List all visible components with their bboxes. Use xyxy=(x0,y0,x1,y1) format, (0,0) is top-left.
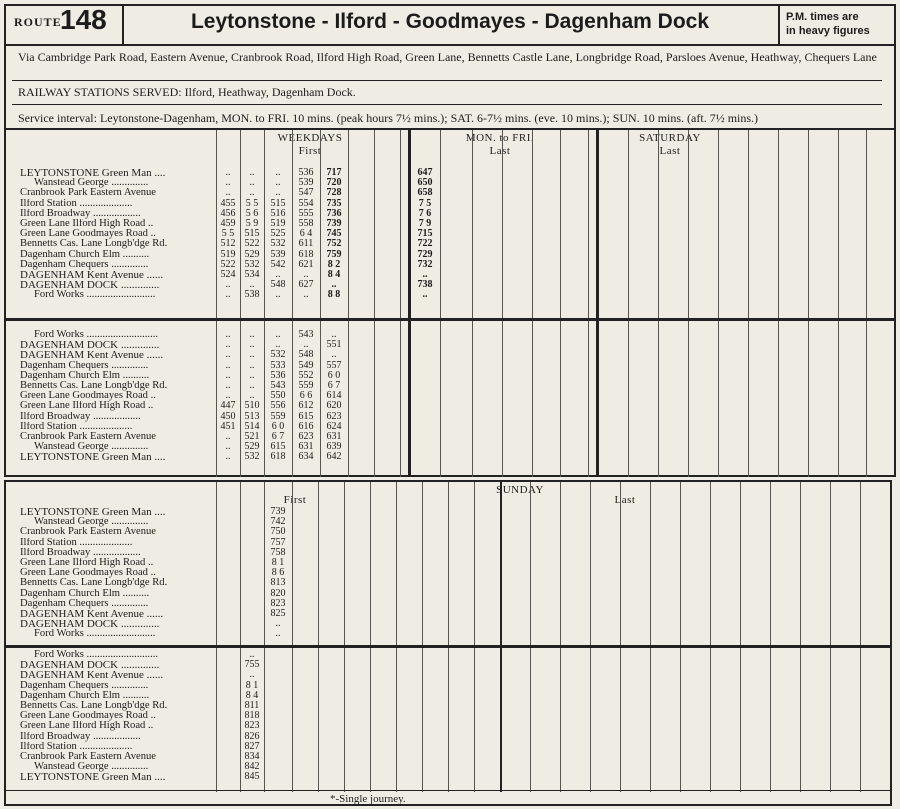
time-cell: 532 xyxy=(270,238,286,249)
outbound-stop-list xyxy=(20,168,167,300)
time-cell: 510 xyxy=(244,400,260,411)
time-cell: 456 xyxy=(220,208,236,219)
time-cell: 720 xyxy=(326,177,342,188)
stop-name: Green Lane Ilford High Road .. xyxy=(20,218,154,229)
time-cell: 538 xyxy=(244,289,260,300)
time-cell: 554 xyxy=(298,198,314,209)
time-cell: 823 xyxy=(270,598,286,609)
time-cell: .. xyxy=(303,289,309,300)
time-cell: 823 xyxy=(244,720,260,731)
time-cell: .. xyxy=(249,187,255,198)
time-cell: 558 xyxy=(298,218,314,229)
time-cell: 739 xyxy=(326,218,342,229)
time-cell: 813 xyxy=(270,577,286,588)
stop-name: Wanstead George .............. xyxy=(34,762,149,773)
time-cell: .. xyxy=(275,618,281,629)
time-cell: 842 xyxy=(244,761,260,772)
time-cell: 8 1 xyxy=(271,557,285,568)
stop-name: LEYTONSTONE Green Man .... xyxy=(20,168,166,179)
heading-monfri-last: Last xyxy=(489,145,511,157)
time-cell: .. xyxy=(249,329,255,340)
rule-rail xyxy=(12,104,882,105)
time-cell: 8 6 xyxy=(271,567,285,578)
time-cell: 5 5 xyxy=(221,228,235,239)
stop-name: Dagenham Church Elm .......... xyxy=(20,588,150,599)
stop-name: Bennetts Cas. Lane Longb'dge Rd. xyxy=(20,700,168,711)
time-cell: 715 xyxy=(417,228,433,239)
stop-name: Cranbrook Park Eastern Avenue xyxy=(20,527,157,538)
time-cell: 447 xyxy=(220,400,236,411)
time-cell: .. xyxy=(225,390,231,401)
time-cell: 549 xyxy=(298,360,314,371)
stop-name: Bennetts Cas. Lane Longb'dge Rd. xyxy=(20,239,168,250)
time-cell: 543 xyxy=(270,380,286,391)
time-cell: .. xyxy=(249,360,255,371)
stop-name: Green Lane Ilford High Road .. xyxy=(20,401,154,412)
time-cell: 529 xyxy=(244,249,260,260)
stop-name: Ilford Broadway .................. xyxy=(20,547,141,558)
time-cell: 612 xyxy=(298,400,314,411)
time-cell: 642 xyxy=(326,451,342,462)
time-cell: .. xyxy=(331,349,337,360)
time-cell: 639 xyxy=(326,441,342,452)
time-cell: .. xyxy=(275,177,281,188)
time-cell: 532 xyxy=(244,451,260,462)
time-cell: 616 xyxy=(298,421,314,432)
time-cell: .. xyxy=(331,329,337,340)
time-cell: .. xyxy=(303,269,309,280)
header-rule xyxy=(6,44,894,46)
time-cell: 532 xyxy=(244,259,260,270)
heading-sunday-last: Last xyxy=(614,494,636,506)
time-cell: .. xyxy=(225,339,231,350)
time-cell: 534 xyxy=(244,269,260,280)
time-cell: 623 xyxy=(298,431,314,442)
time-cell: 550 xyxy=(270,390,286,401)
time-cell: 647 xyxy=(417,167,433,178)
time-cell: 728 xyxy=(326,187,342,198)
time-cell: .. xyxy=(225,177,231,188)
time-cell: 627 xyxy=(298,279,314,290)
stop-name: Dagenham Chequers .............. xyxy=(20,259,149,270)
stop-name: DAGENHAM DOCK .............. xyxy=(20,660,160,671)
time-cell: 845 xyxy=(244,771,260,782)
stop-name: DAGENHAM Kent Avenue ...... xyxy=(20,608,164,620)
stop-name: LEYTONSTONE Green Man .... xyxy=(20,507,166,518)
pm-note-line1: P.M. times are xyxy=(786,11,859,23)
time-cell: .. xyxy=(275,167,281,178)
time-cell: 556 xyxy=(270,400,286,411)
route-number: 148 xyxy=(60,4,107,35)
heading-sunday-first: First xyxy=(283,494,307,506)
sunday-inbound-stop-list xyxy=(20,650,167,782)
time-cell: 450 xyxy=(220,411,236,422)
stop-name: Ford Works ........................... xyxy=(34,650,159,660)
time-cell: 752 xyxy=(326,238,342,249)
time-cell: .. xyxy=(303,339,309,350)
time-cell: 755 xyxy=(244,659,260,670)
rule-via xyxy=(12,80,882,81)
time-cell: .. xyxy=(225,380,231,391)
heading-sunday: SUNDAY xyxy=(496,484,544,496)
stop-name: DAGENHAM Kent Avenue ...... xyxy=(20,670,164,681)
stop-name: Ilford Broadway .................. xyxy=(20,411,141,422)
via-text: Via Cambridge Park Road, Eastern Avenue, Cranbrook Road, Ilford High Road, Green Lane, Bennetts Castle Lane, Longbridge Road, Parsloes Avenue, Heathway, Chequers Lane xyxy=(18,50,877,64)
time-cell: 722 xyxy=(417,238,433,249)
stop-name: Dagenham Church Elm .......... xyxy=(20,249,150,260)
time-cell: 614 xyxy=(326,390,342,401)
heading-saturday: SATURDAY xyxy=(639,132,701,144)
time-cell: 522 xyxy=(244,238,260,249)
time-cell: 7 5 xyxy=(418,198,432,209)
time-cell: .. xyxy=(249,649,255,660)
stop-name: Dagenham Chequers .............. xyxy=(20,680,149,691)
time-cell: .. xyxy=(249,370,255,381)
heading-saturday-last: Last xyxy=(659,145,681,157)
time-cell: 732 xyxy=(417,259,433,270)
time-cell: .. xyxy=(249,390,255,401)
time-cell: .. xyxy=(249,167,255,178)
time-cell: 5 5 xyxy=(245,198,259,209)
time-cell: 555 xyxy=(298,208,314,219)
header-divider xyxy=(778,6,780,44)
time-cell: 739 xyxy=(270,506,286,517)
time-cell: 757 xyxy=(270,537,286,548)
time-cell: 623 xyxy=(326,411,342,422)
time-cell: .. xyxy=(275,329,281,340)
time-cell: 735 xyxy=(326,198,342,209)
stop-name: DAGENHAM DOCK .............. xyxy=(20,280,160,291)
time-cell: 729 xyxy=(417,249,433,260)
stop-name: Green Lane Goodmayes Road .. xyxy=(20,711,156,722)
time-cell: 533 xyxy=(270,360,286,371)
time-cell: .. xyxy=(225,187,231,198)
time-cell: .. xyxy=(422,269,428,280)
time-cell: 455 xyxy=(220,198,236,209)
time-cell: 7 6 xyxy=(418,208,432,219)
time-cell: 551 xyxy=(326,339,342,350)
time-cell: .. xyxy=(275,339,281,350)
stop-name: Wanstead George .............. xyxy=(34,178,149,189)
time-cell: 624 xyxy=(326,421,342,432)
time-cell: .. xyxy=(225,360,231,371)
time-cell: 6 0 xyxy=(327,370,341,381)
time-cell: 515 xyxy=(270,198,286,209)
stop-name: Ford Works ........................... xyxy=(34,330,159,340)
time-cell: .. xyxy=(275,628,281,639)
time-cell: .. xyxy=(249,349,255,360)
time-cell: 6 4 xyxy=(299,228,313,239)
time-cell: 759 xyxy=(326,249,342,260)
stop-name: Green Lane Goodmayes Road .. xyxy=(20,391,156,402)
time-cell: 459 xyxy=(220,218,236,229)
time-cell: 6 6 xyxy=(299,390,313,401)
time-cell: 539 xyxy=(270,249,286,260)
single-journey-footnote: *-Single journey. xyxy=(330,793,406,805)
time-cell: 559 xyxy=(298,380,314,391)
time-cell: 525 xyxy=(270,228,286,239)
time-cell: 521 xyxy=(244,431,260,442)
stop-name: Bennetts Cas. Lane Longb'dge Rd. xyxy=(20,380,168,391)
time-cell: 543 xyxy=(298,329,314,340)
time-cell: 7 9 xyxy=(418,218,432,229)
time-cell: 738 xyxy=(417,279,433,290)
time-cell: .. xyxy=(225,441,231,452)
stop-name: Cranbrook Park Eastern Avenue xyxy=(20,751,157,762)
time-cell: .. xyxy=(225,349,231,360)
time-cell: 615 xyxy=(298,411,314,422)
time-cell: 5 9 xyxy=(245,218,259,229)
service-interval: Service interval: Leytonstone-Dagenham, MON. to FRI. 10 mins. (peak hours 7½ mins.); SAT. 6-7½ mins. (eve. 10 mins.); SUN. 10 mins. (aft. 7½ mins.) xyxy=(18,111,759,125)
stop-name: Ilford Station .................... xyxy=(20,537,133,548)
stop-name: Cranbrook Park Eastern Avenue xyxy=(20,431,157,442)
stop-name: Wanstead George .............. xyxy=(34,517,149,528)
route-title: Leytonstone - Ilford - Goodmayes - Dagenham Dock xyxy=(190,10,710,33)
stop-name: DAGENHAM DOCK .............. xyxy=(20,619,160,630)
stop-name: DAGENHAM Kent Avenue ...... xyxy=(20,350,164,361)
time-cell: 818 xyxy=(244,710,260,721)
heading-monfri: MON. to FRI. xyxy=(465,132,535,144)
stop-name: Dagenham Chequers .............. xyxy=(20,598,149,609)
stop-name: Cranbrook Park Eastern Avenue xyxy=(20,188,157,199)
stop-name: Wanstead George .............. xyxy=(34,442,149,453)
time-cell: 634 xyxy=(298,451,314,462)
weekday-direction-rule xyxy=(6,318,894,321)
stop-name: Bennetts Cas. Lane Longb'dge Rd. xyxy=(20,578,168,589)
time-cell: 548 xyxy=(270,279,286,290)
stop-name: Green Lane Ilford High Road .. xyxy=(20,557,154,568)
time-cell: 618 xyxy=(270,451,286,462)
time-cell: 547 xyxy=(298,187,314,198)
stop-name: Green Lane Goodmayes Road .. xyxy=(20,229,156,240)
time-cell: 834 xyxy=(244,751,260,762)
time-cell: .. xyxy=(422,289,428,300)
time-cell: 524 xyxy=(220,269,236,280)
time-cell: 539 xyxy=(298,177,314,188)
heading-weekdays: WEEKDAYS xyxy=(277,132,343,144)
time-cell: 516 xyxy=(270,208,286,219)
time-cell: 620 xyxy=(326,400,342,411)
time-cell: 515 xyxy=(244,228,260,239)
pm-note-line2: in heavy figures xyxy=(786,25,870,37)
time-cell: .. xyxy=(275,187,281,198)
time-cell: 811 xyxy=(244,700,260,711)
railway-stations: RAILWAY STATIONS SERVED: Ilford, Heathway, Dagenham Dock. xyxy=(18,85,356,99)
stop-name: Ilford Station .................... xyxy=(20,421,133,432)
time-cell: 8 2 xyxy=(327,259,341,270)
time-cell: 519 xyxy=(270,218,286,229)
stop-name: Dagenham Church Elm .......... xyxy=(20,370,150,381)
footnote-rule xyxy=(6,790,890,791)
time-cell: .. xyxy=(225,167,231,178)
time-cell: 529 xyxy=(244,441,260,452)
time-cell: 826 xyxy=(244,731,260,742)
time-cell: 631 xyxy=(298,441,314,452)
time-cell: 825 xyxy=(270,608,286,619)
time-cell: 519 xyxy=(220,249,236,260)
stop-name: LEYTONSTONE Green Man .... xyxy=(20,772,166,783)
time-cell: 557 xyxy=(326,360,342,371)
stop-name: Ilford Station .................... xyxy=(20,198,133,209)
stop-name: Ilford Broadway .................. xyxy=(20,731,141,742)
time-cell: 736 xyxy=(326,208,342,219)
time-cell: 8 8 xyxy=(327,289,341,300)
time-cell: .. xyxy=(249,177,255,188)
time-cell: .. xyxy=(225,289,231,300)
time-cell: 758 xyxy=(270,547,286,558)
time-cell: .. xyxy=(225,329,231,340)
time-cell: 532 xyxy=(270,349,286,360)
time-cell: .. xyxy=(249,380,255,391)
time-cell: 8 4 xyxy=(327,269,341,280)
time-cell: 542 xyxy=(270,259,286,270)
time-cell: .. xyxy=(249,339,255,350)
time-cell: 8 1 xyxy=(245,680,259,691)
stop-name: Ford Works .......................... xyxy=(34,290,156,301)
time-cell: 742 xyxy=(270,516,286,527)
time-cell: 658 xyxy=(417,187,433,198)
time-cell: 513 xyxy=(244,411,260,422)
stop-name: LEYTONSTONE Green Man .... xyxy=(20,452,166,463)
stop-name: Dagenham Chequers .............. xyxy=(20,360,149,371)
time-cell: .. xyxy=(249,669,255,680)
inbound-stop-list xyxy=(20,330,167,462)
time-cell: 650 xyxy=(417,177,433,188)
time-cell: 6 7 xyxy=(271,431,285,442)
time-cell: 514 xyxy=(244,421,260,432)
time-cell: 8 4 xyxy=(245,690,259,701)
time-cell: .. xyxy=(275,289,281,300)
sunday-direction-rule xyxy=(6,645,890,648)
sunday-outbound-stop-list xyxy=(20,507,167,639)
stop-name: Ford Works .......................... xyxy=(34,629,156,640)
heading-first: First xyxy=(298,145,322,157)
stop-name: Ilford Broadway .................. xyxy=(20,208,141,219)
time-cell: 451 xyxy=(220,421,236,432)
time-cell: .. xyxy=(225,370,231,381)
stop-name: Green Lane Goodmayes Road .. xyxy=(20,568,156,579)
time-cell: 827 xyxy=(244,741,260,752)
time-cell: 750 xyxy=(270,526,286,537)
route-label: ROUTE xyxy=(14,15,62,29)
stop-name: DAGENHAM DOCK .............. xyxy=(20,340,160,351)
time-cell: 621 xyxy=(298,259,314,270)
time-cell: 536 xyxy=(298,167,314,178)
stop-name: Green Lane Ilford High Road .. xyxy=(20,721,154,732)
time-cell: 745 xyxy=(326,228,342,239)
time-cell: .. xyxy=(275,269,281,280)
time-cell: .. xyxy=(225,279,231,290)
time-cell: 820 xyxy=(270,588,286,599)
time-cell: .. xyxy=(225,451,231,462)
time-cell: 615 xyxy=(270,441,286,452)
time-cell: 512 xyxy=(220,238,236,249)
time-cell: 717 xyxy=(326,167,342,178)
time-cell: 522 xyxy=(220,259,236,270)
time-cell: .. xyxy=(331,279,337,290)
time-cell: 611 xyxy=(298,238,314,249)
time-cell: .. xyxy=(225,431,231,442)
time-cell: 618 xyxy=(298,249,314,260)
time-cell: 559 xyxy=(270,411,286,422)
time-cell: 6 0 xyxy=(271,421,285,432)
stop-name: Dagenham Church Elm .......... xyxy=(20,690,150,701)
time-cell: .. xyxy=(249,279,255,290)
stop-name: Ilford Station .................... xyxy=(20,741,133,752)
time-cell: 548 xyxy=(298,349,314,360)
time-cell: 6 7 xyxy=(327,380,341,391)
time-cell: 536 xyxy=(270,370,286,381)
pm-note xyxy=(786,10,890,38)
time-cell: 5 6 xyxy=(245,208,259,219)
stop-name: DAGENHAM Kent Avenue ...... xyxy=(20,269,164,281)
time-cell: 631 xyxy=(326,431,342,442)
time-cell: 552 xyxy=(298,370,314,381)
